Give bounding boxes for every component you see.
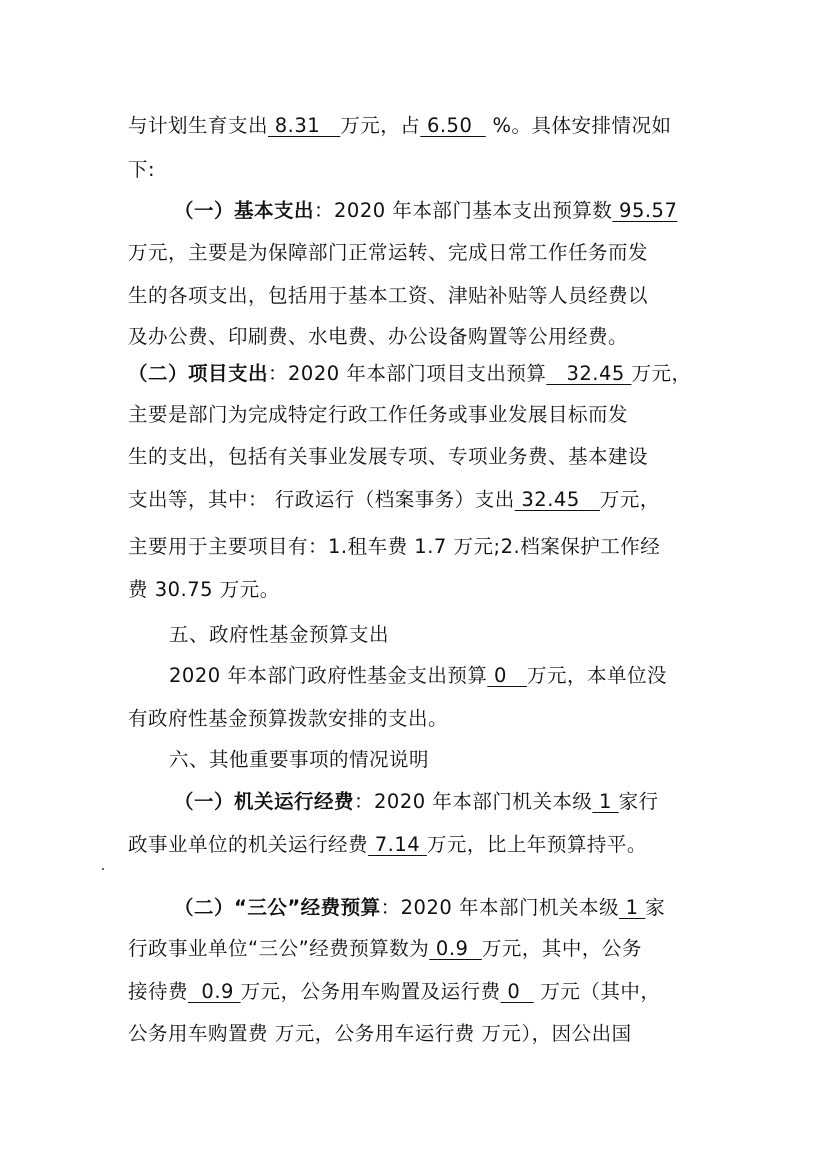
text-span: 接待费 <box>128 980 189 1003</box>
text-span: 主要用于主要项目有：1.租车费 1.7 万元;2.档案保护工作经 <box>128 535 661 558</box>
text-span: %。具体安排情况如 <box>485 114 672 137</box>
underlined-value: 7.14 <box>368 833 427 856</box>
text-line <box>128 977 708 1007</box>
text-line <box>128 1019 708 1049</box>
text-span: 主要是部门为完成特定行政工作任务或事业发展目标而发 <box>128 403 629 426</box>
underlined-value: 1 <box>618 896 646 919</box>
text-line <box>169 661 708 691</box>
text-line <box>128 934 708 964</box>
text-span: 万元， <box>599 488 660 511</box>
text-line <box>128 155 708 185</box>
bold-heading-text: （一）机关运行经费 <box>174 790 355 813</box>
section-operating-funds <box>174 787 708 817</box>
underlined-value: 0.9 <box>188 980 241 1003</box>
underlined-value: 0 <box>500 980 534 1003</box>
section-three-public-funds <box>174 893 708 923</box>
underlined-value: 32.45 <box>514 488 600 511</box>
text-line <box>128 238 708 268</box>
stray-dot <box>102 868 104 870</box>
text-span: 五、政府性基金预算支出 <box>169 623 390 646</box>
text-span: 万元，主要是为保障部门正常运转、完成日常工作任务而发 <box>128 241 649 264</box>
underlined-value: 8.31 <box>268 114 341 137</box>
text-span: 万元，其中，公务 <box>481 937 642 960</box>
underlined-value: 0 <box>487 664 528 687</box>
text-line <box>128 532 708 562</box>
text-line <box>128 485 708 515</box>
text-span: 万元，公务用车购置及运行费 <box>240 980 501 1003</box>
text-span: 家行 <box>618 790 659 813</box>
text-span: 万元，占 <box>340 114 421 137</box>
text-span: 生的各项支出，包括用于基本工资、津贴补贴等人员经费以 <box>128 284 649 307</box>
text-span: 生的支出，包括有关事业发展专项、专项业务费、基本建设 <box>128 445 649 468</box>
text-span: 与计划生育支出 <box>128 114 269 137</box>
text-span: 家 <box>645 896 666 919</box>
section-basic-expenditure <box>174 196 708 226</box>
text-span: 有政府性基金预算拨款安排的支出。 <box>128 707 449 730</box>
underlined-value: 0.9 <box>429 937 482 960</box>
text-span: 万元（其中， <box>533 980 661 1003</box>
text-line <box>128 400 708 430</box>
underlined-value: 32.45 <box>546 362 632 385</box>
text-span: 万元，比上年预算持平。 <box>426 833 647 856</box>
text-span: 行政事业单位“三公”经费预算数为 <box>128 937 430 960</box>
text-span: 费 30.75 万元。 <box>128 578 280 601</box>
text-span: ：2020 年本部门机关本级 <box>354 790 593 813</box>
text-span: ：2020 年本部门项目支出预算 <box>268 362 547 385</box>
text-line <box>128 704 708 734</box>
text-span: 公务用车购置费 万元，公务用车运行费 万元），因公出国 <box>128 1022 632 1045</box>
text-span: ：2020 年本部门机关本级 <box>380 896 619 919</box>
text-line <box>128 575 708 605</box>
text-span: 及办公费、印刷费、水电费、办公设备购置等公用经费。 <box>128 325 629 348</box>
bold-heading-text: （二）项目支出 <box>128 362 269 385</box>
underlined-value: 6.50 <box>420 114 486 137</box>
heading-government-fund <box>169 620 749 650</box>
text-span: 六、其他重要事项的情况说明 <box>169 748 430 771</box>
text-span: 支出等，其中： 行政运行（档案事务）支出 <box>128 488 515 511</box>
text-line <box>128 442 708 472</box>
bold-heading-text: （二）“三公”经费预算 <box>174 896 381 919</box>
text-span: 万元， <box>631 362 692 385</box>
text-span: 万元，本单位没 <box>527 664 668 687</box>
heading-other-matters <box>169 745 749 775</box>
text-span: 政事业单位的机关运行经费 <box>128 833 369 856</box>
underlined-value: 1 <box>592 790 619 813</box>
text-line <box>128 111 708 141</box>
underlined-value: 95.57 <box>612 199 678 222</box>
text-span: ：2020 年本部门基本支出预算数 <box>314 199 613 222</box>
text-span: 2020 年本部门政府性基金支出预算 <box>169 664 488 687</box>
text-line <box>128 281 708 311</box>
section-project-expenditure <box>128 359 708 389</box>
bold-heading-text: （一）基本支出 <box>174 199 315 222</box>
text-line <box>128 830 708 860</box>
text-line <box>128 322 708 352</box>
text-span: 下: <box>128 158 156 181</box>
